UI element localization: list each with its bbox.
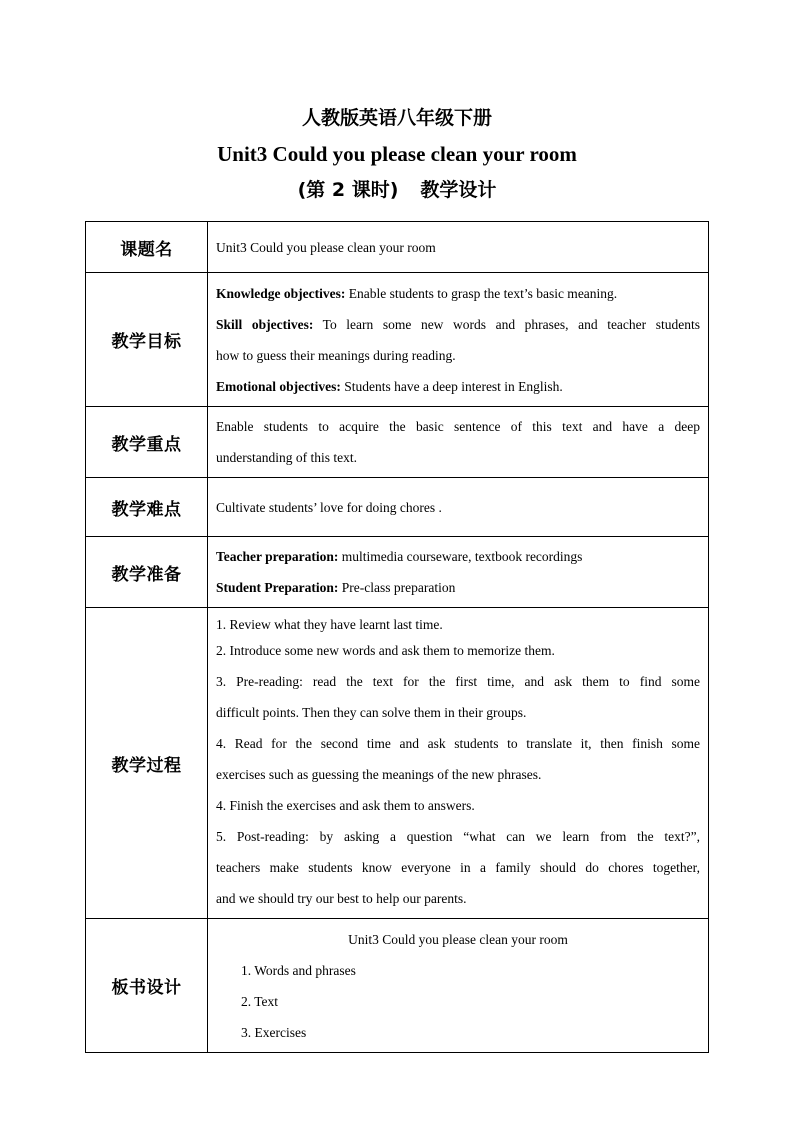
emotional-objective-text: Students have a deep interest in English. bbox=[340, 378, 563, 394]
topic-label: 课题名 bbox=[86, 222, 208, 273]
topic-cell bbox=[208, 222, 709, 273]
difficulties-label: 教学难点 bbox=[86, 478, 208, 537]
board-title: Unit3 Could you please clean your room bbox=[348, 931, 568, 947]
preparation-cell bbox=[208, 537, 709, 608]
table-row-process bbox=[86, 608, 709, 919]
teacher-preparation-key: Teacher preparation: bbox=[216, 549, 339, 564]
document-title-unit: Unit3 Could you please clean your room bbox=[217, 142, 577, 166]
table-row-objectives bbox=[86, 273, 709, 407]
difficulties-cell bbox=[208, 478, 709, 537]
process-label: 教学过程 bbox=[86, 608, 208, 919]
table-row-difficulties bbox=[86, 478, 709, 537]
process-step-3b: difficult points. Then they can solve them in their groups. bbox=[216, 704, 527, 720]
process-step-6a: 5. Post-reading: by asking a question “what can we learn from the text?”, bbox=[216, 828, 700, 844]
student-preparation bbox=[216, 572, 700, 603]
skill-objective-key: Skill objectives: bbox=[216, 316, 314, 332]
session-label: (第 2 课时) bbox=[297, 179, 399, 201]
process-step-3a: 3. Pre-reading: read the text for the first time, and ask them to find some bbox=[216, 673, 700, 689]
knowledge-objective bbox=[216, 278, 700, 309]
board-cell bbox=[208, 919, 709, 1053]
knowledge-objective-key: Knowledge objectives: bbox=[216, 285, 346, 301]
student-preparation-text: Pre-class preparation bbox=[338, 580, 456, 595]
table-row-topic bbox=[86, 222, 709, 273]
key-points-cell bbox=[208, 407, 709, 478]
process-step-4b: exercises such as guessing the meanings of the new phrases. bbox=[216, 766, 542, 782]
document-title-zh: 人教版英语八年级下册 bbox=[301, 107, 492, 129]
skill-objective bbox=[216, 309, 700, 340]
design-label: 教学设计 bbox=[420, 179, 497, 201]
process-step-5: 4. Finish the exercises and ask them to answers. bbox=[216, 797, 475, 813]
emotional-objective-key: Emotional objectives: bbox=[216, 378, 341, 394]
board-item-3: 3. Exercises bbox=[241, 1024, 307, 1040]
teacher-preparation-text: multimedia courseware, textbook recordings bbox=[338, 549, 583, 564]
board-item-1: 1. Words and phrases bbox=[241, 962, 356, 978]
objectives-label: 教学目标 bbox=[86, 273, 208, 407]
process-step-2: 2. Introduce some new words and ask them to memorize them. bbox=[216, 642, 555, 658]
process-step-6c: and we should try our best to help our parents. bbox=[216, 890, 467, 906]
skill-objective-text: To learn some new words and phrases, and teacher students bbox=[313, 316, 700, 332]
preparation-label: 教学准备 bbox=[86, 537, 208, 608]
objectives-cell bbox=[208, 273, 709, 407]
key-points-label: 教学重点 bbox=[86, 407, 208, 478]
teacher-preparation bbox=[216, 541, 700, 572]
skill-objective-continued: how to guess their meanings during reading. bbox=[216, 347, 456, 363]
key-points-line2: understanding of this text. bbox=[216, 450, 357, 465]
document-header bbox=[0, 100, 794, 208]
difficulties-value: Cultivate students’ love for doing chores . bbox=[216, 499, 442, 515]
table-row-preparation bbox=[86, 537, 709, 608]
board-item-2: 2. Text bbox=[241, 993, 279, 1009]
table-row-board bbox=[86, 919, 709, 1053]
process-step-6b: teachers make students know everyone in a family should do chores together, bbox=[216, 859, 700, 875]
process-step-1: 1. Review what they have learnt last time. bbox=[216, 616, 443, 632]
process-cell bbox=[208, 608, 709, 919]
emotional-objective bbox=[216, 371, 700, 402]
document-title-session bbox=[0, 172, 794, 208]
board-label: 板书设计 bbox=[86, 919, 208, 1053]
student-preparation-key: Student Preparation: bbox=[216, 580, 339, 595]
topic-value: Unit3 Could you please clean your room bbox=[216, 239, 436, 255]
lesson-plan-table bbox=[85, 221, 709, 1053]
knowledge-objective-text: Enable students to grasp the text’s basic meaning. bbox=[345, 285, 618, 301]
key-points-line1: Enable students to acquire the basic sentence of this text and have a deep bbox=[216, 419, 700, 434]
table-row-key-points bbox=[86, 407, 709, 478]
process-step-4a: 4. Read for the second time and ask students to translate it, then finish some bbox=[216, 735, 700, 751]
